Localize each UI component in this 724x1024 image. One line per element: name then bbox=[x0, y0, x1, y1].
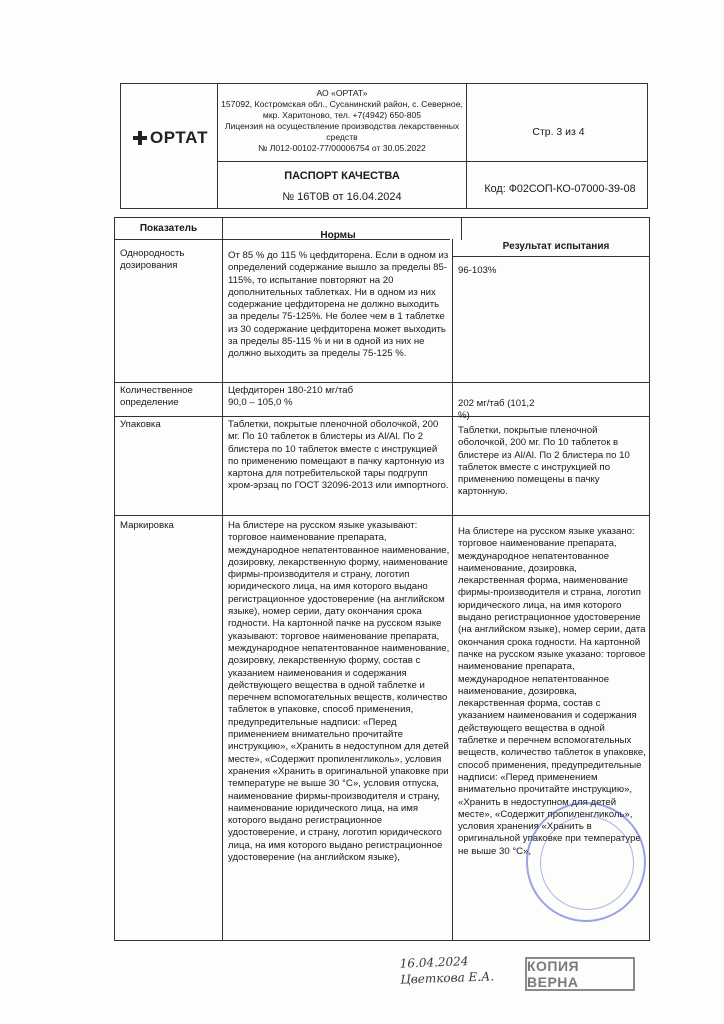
page-number: Стр. 3 из 4 bbox=[532, 126, 585, 138]
header-norms: Нормы bbox=[320, 230, 356, 241]
indicator-labeling: Маркировка bbox=[120, 520, 174, 531]
header-indicator: Показатель bbox=[139, 223, 198, 234]
cross-logo-icon bbox=[133, 131, 147, 145]
round-seal-stamp bbox=[526, 802, 646, 922]
document-code: Код: Ф02СОП-КО-07000-39-08 bbox=[484, 183, 636, 195]
document-title: ПАСПОРТ КАЧЕСТВА bbox=[284, 170, 400, 182]
company-logo: ОРТАТ bbox=[133, 128, 208, 148]
norm-packaging: Таблетки, покрытые пленочной оболочкой, 200 мг. По 10 таблеток в блистеры из Al/Al. По 2 блистера по 10 таблеток вместе с инструкцией по применению помещают в пачку картонную из картона для потребительской тары подгрупп хром-эрзац по ГОСТ 32096-2013 или импортного. bbox=[228, 419, 449, 492]
header-result: Результат испытания bbox=[502, 241, 610, 252]
organization-info: АО «ОРТАТ» 157092, Костромская обл., Сусанинский район, с. Северное, мкр. Харитоново, тел. +7(4942) 650-805 Лицензия на осуществление производства лекарственных средств № Л012-00102-77/00006754 от 30.05.2022 bbox=[221, 88, 463, 153]
indicator-packaging: Упаковка bbox=[120, 419, 161, 430]
indicator-assay: Количественное определение bbox=[120, 385, 193, 409]
copy-verified-stamp: КОПИЯ ВЕРНА bbox=[525, 957, 635, 991]
indicator-uniformity: Однородность дозирования bbox=[120, 248, 185, 272]
result-packaging: Таблетки, покрытые пленочной оболочкой, 200 мг. По 10 таблеток в блистере из Al/Al. По 2 блистера по 10 таблеток вместе с инструкцией по применению помещены в пачку картонную. bbox=[458, 425, 630, 498]
norm-assay: Цефдиторен 180-210 мг/таб 90,0 – 105,0 % bbox=[228, 385, 354, 409]
document-header bbox=[120, 83, 648, 209]
result-assay: 202 мг/таб (101,2 %) bbox=[458, 398, 535, 422]
result-labeling: На блистере на русском языке указано: торговое наименование препарата, международное непатентованное наименование, дозировка, лекарственная форма, наименование фирмы-производителя и страна, логотип юридического лица, на имя которого выдано регистрационное удостоверение (на английском языке), номер серии, дата окончания срока годности. На картонной пачке на русском языке указано: торговое наименование препарата, международное непатентованное наименование, дозировка, лекарственная форма, состав с указанием наименования и содержания действующего вещества в одной таблетке и перечнем вспомогательных веществ, количество таблеток в упаковке, способ применения, предупредительные надписи: «Перед применением внимательно прочитайте инструкцию», «Хранить в недоступном для детей месте», «Содержит пропиленгликоль», условия хранения «Хранить в оригинальной упаковке при температуре не выше 30 °С», bbox=[458, 526, 646, 857]
handwritten-signature: 16.04.2024 Цветкова Е.А. bbox=[399, 954, 495, 987]
document-number: № 16Т0В от 16.04.2024 bbox=[282, 191, 402, 203]
norm-uniformity: От 85 % до 115 % цефдиторена. Если в одном из определений содержание вышло за пределы 85-115%, то испытание повторяют на 20 дополнительных таблетках. Ни в одном из них содержание цефдиторена не должно выходить за пределы 75-125%. Не более чем в 1 таблетке из 30 содержание цефдиторена может выходить за пределы 85-115 % и ни в одной из них не должно выходить за пределы 75-125 %. bbox=[228, 250, 449, 360]
result-uniformity: 96-103% bbox=[458, 265, 497, 276]
norm-labeling: На блистере на русском языке указывают: торговое наименование препарата, международное непатентованное наименование, дозировку, лекарственную форму, наименование фирмы-производителя и страну, логотип юридического лица, на имя которого выдано регистрационное удостоверение (на английском языке), номер серии, дату окончания срока годности. На картонной пачке на русском языке указывают: торговое наименование препарата, международное непатентованное наименование, дозировку, лекарственную форму, состав с указанием наименования и содержания действующего вещества в одной таблетке и перечнем вспомогательных веществ, количество таблеток в упаковке, способ применения, предупредительные надписи: «Перед применением внимательно прочитайте инструкцию», «Хранить в недоступном для детей месте», «Содержит пропиленгликоль», условия хранения «Хранить в оригинальной упаковке при температуре не выше 30 °С», условия отпуска, наименование фирмы-производителя и страну, наименование юридического лица, на имя которого выдано регистрационное удостоверение, и страну, логотип юридического лица, на имя которого выдано регистрационное удостоверение (на английском языке), bbox=[228, 520, 450, 864]
